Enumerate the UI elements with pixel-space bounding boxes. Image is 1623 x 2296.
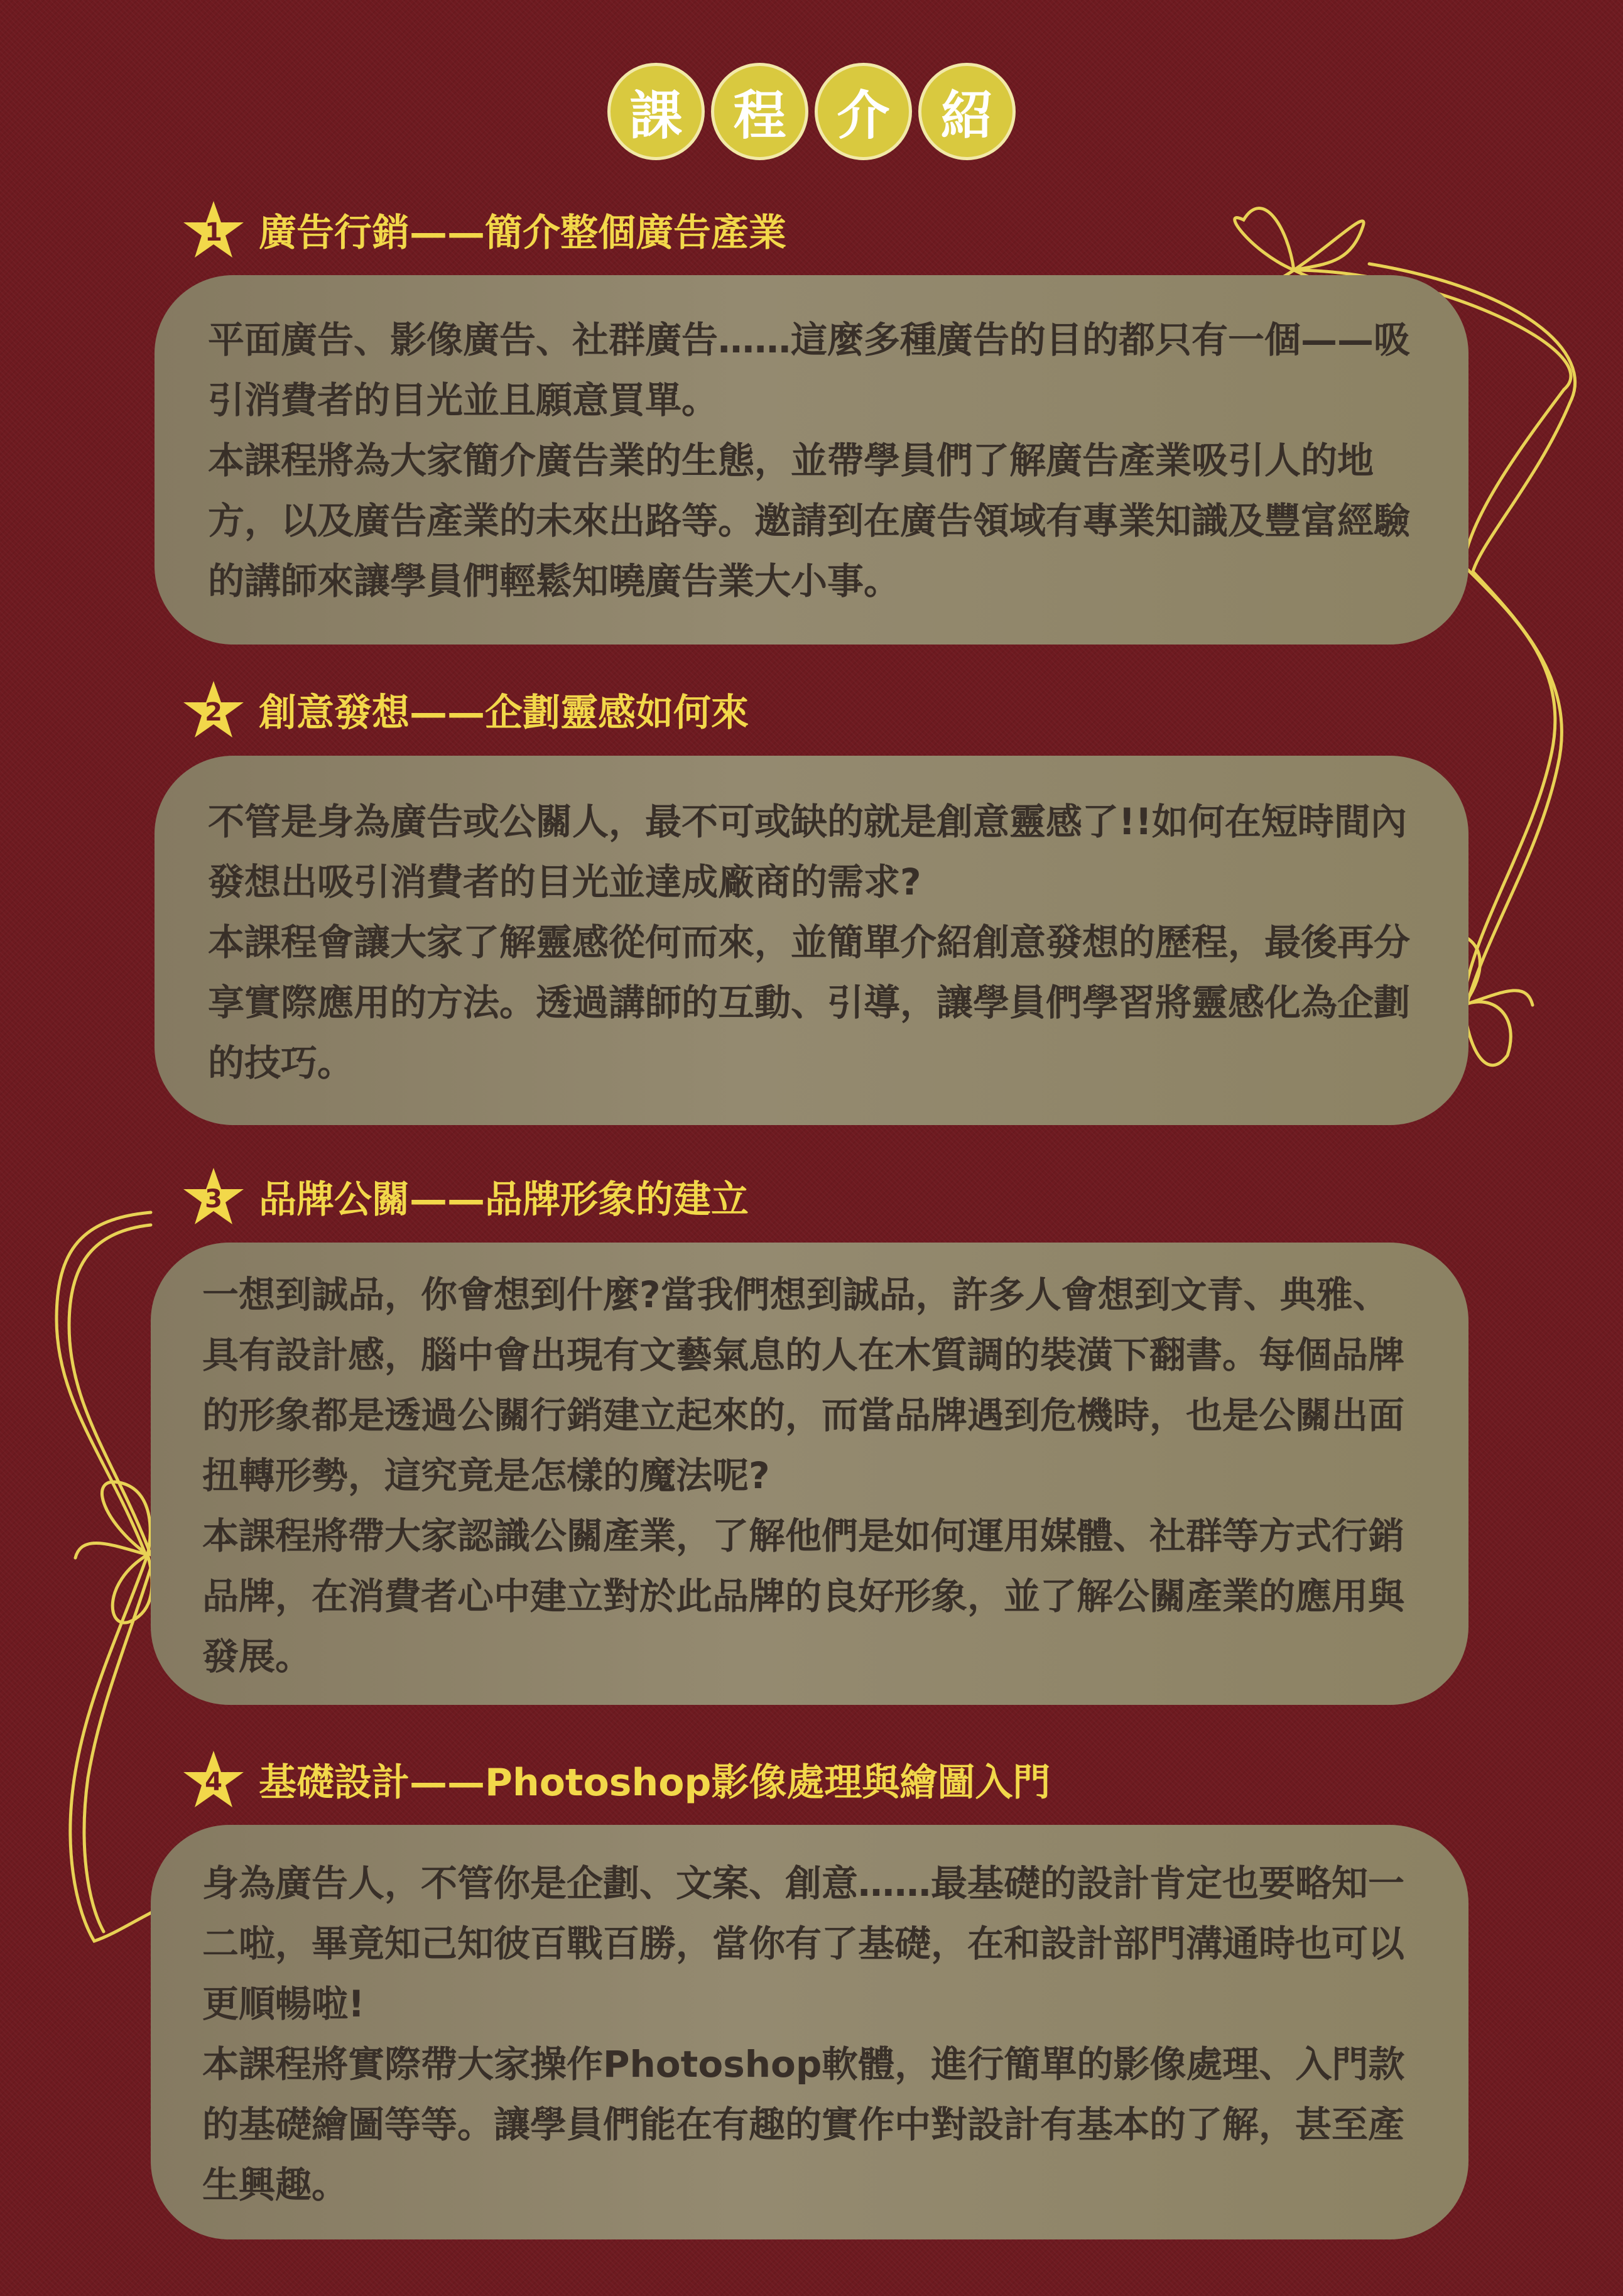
section-heading-1 <box>182 199 786 261</box>
section-heading-2 <box>182 678 749 741</box>
section-body <box>208 792 1418 1093</box>
section-heading-3 <box>182 1165 749 1228</box>
section-title: 創意發想——企劃靈感如何來 <box>259 691 749 735</box>
paragraph: 一想到誠品，你會想到什麼?當我們想到誠品，許多人會想到文青、典雅、具有設計感，腦中會出現有文藝氣息的人在木質調的裝潢下翻書。每個品牌的形象都是透過公關行銷建立起來的，而當品牌遇到危機時，也是公關出面扭轉形勢，這究竟是怎樣的魔法呢? <box>202 1273 1405 1497</box>
section-heading-4 <box>182 1748 1050 1811</box>
title-char: 介 <box>815 63 912 160</box>
section-body <box>208 310 1418 611</box>
page-title <box>0 63 1623 160</box>
section-number: 4 <box>205 1768 222 1797</box>
section-body <box>202 1853 1418 2215</box>
paragraph: 平面廣告、影像廣告、社群廣告……這麼多種廣告的目的都只有一個——吸引消費者的目光並且願意買單。 <box>208 318 1411 422</box>
star-icon <box>182 1165 245 1228</box>
paragraph: 本課程將實際帶大家操作Photoshop軟體，進行簡單的影像處理、入門款的基礎繪圖等等。讓學員們能在有趣的實作中對設計有基本的了解，甚至產生興趣。 <box>202 2043 1405 2206</box>
section-card-1 <box>155 275 1468 645</box>
section-number: 3 <box>205 1185 222 1214</box>
section-number: 1 <box>205 218 222 247</box>
paragraph: 本課程將為大家簡介廣告業的生態，並帶學員們了解廣告產業吸引人的地方，以及廣告產業的未來出路等。邀請到在廣告領域有專業知識及豐富經驗的講師來讓學員們輕鬆知曉廣告業大小事。 <box>208 439 1411 602</box>
title-char: 紹 <box>918 63 1016 160</box>
section-card-2 <box>155 756 1468 1125</box>
section-title: 基礎設計——Photoshop影像處理與繪圖入門 <box>259 1761 1051 1805</box>
section-body <box>202 1265 1418 1687</box>
section-card-3 <box>151 1243 1468 1705</box>
title-char: 課 <box>607 63 705 160</box>
section-number: 2 <box>205 698 222 727</box>
paragraph: 不管是身為廣告或公關人，最不可或缺的就是創意靈感了!!如何在短時間內發想出吸引消費者的目光並達成廠商的需求? <box>208 800 1407 903</box>
section-title: 廣告行銷——簡介整個廣告產業 <box>259 211 786 255</box>
star-icon <box>182 1748 245 1811</box>
paragraph: 本課程會讓大家了解靈感從何而來，並簡單介紹創意發想的歷程，最後再分享實際應用的方法。透過講師的互動、引導，讓學員們學習將靈感化為企劃的技巧。 <box>208 921 1411 1084</box>
section-card-4 <box>151 1825 1468 2239</box>
star-icon <box>182 199 245 261</box>
title-char: 程 <box>711 63 808 160</box>
star-icon <box>182 678 245 741</box>
paragraph: 身為廣告人，不管你是企劃、文案、創意……最基礎的設計肯定也要略知一二啦，畢竟知己知彼百戰百勝，當你有了基礎，在和設計部門溝通時也可以更順暢啦! <box>202 1862 1405 2025</box>
paragraph: 本課程將帶大家認識公關產業，了解他們是如何運用媒體、社群等方式行銷品牌，在消費者心中建立對於此品牌的良好形象，並了解公關產業的應用與發展。 <box>202 1515 1405 1678</box>
section-title: 品牌公關——品牌形象的建立 <box>259 1178 749 1222</box>
